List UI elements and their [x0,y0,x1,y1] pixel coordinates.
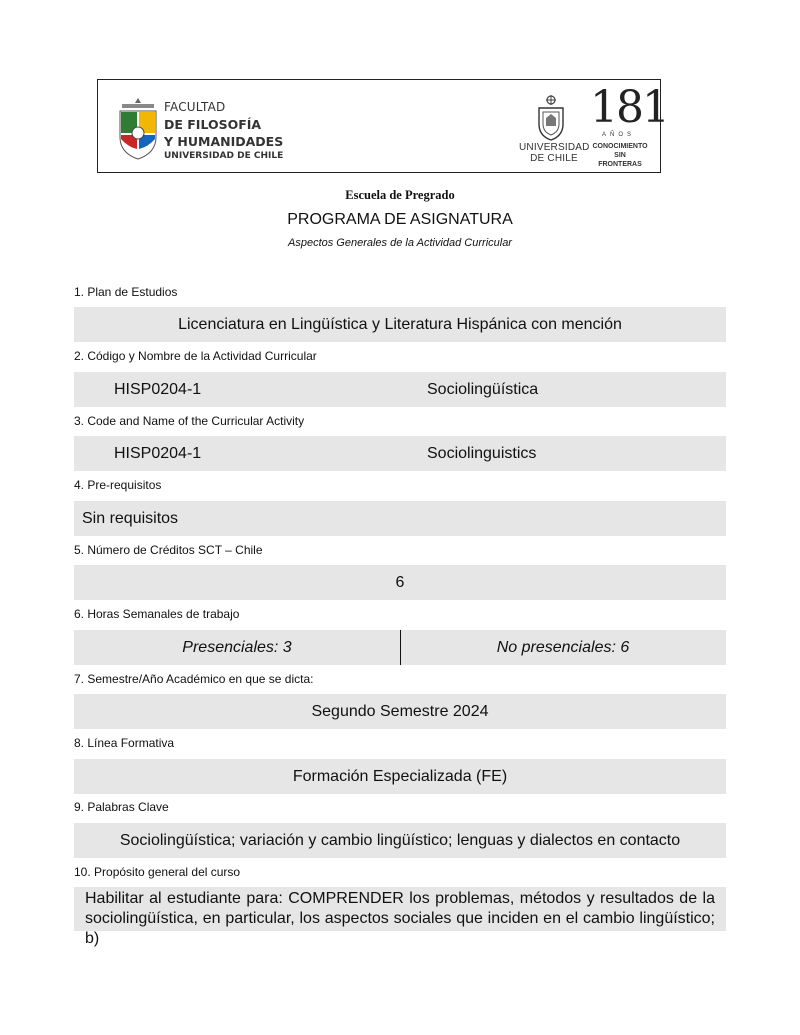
label-prerequisitos: 4. Pre-requisitos [74,478,162,492]
label-code-name-en: 3. Code and Name of the Curricular Activity [74,414,305,428]
label-palabras-clave: 9. Palabras Clave [74,800,169,814]
faculty-line-4: UNIVERSIDAD DE CHILE [164,151,284,161]
horas-presenciales: Presenciales: 3 [182,639,292,656]
horas-no-presenciales: No presenciales: 6 [496,639,630,656]
faculty-shield-logo [118,97,158,161]
label-creditos: 5. Número de Créditos SCT – Chile [74,543,263,557]
header-logos [97,79,668,173]
school-name: Escuela de Pregrado [345,188,455,202]
anniversary-tagline-2: SIN FRONTERAS [598,152,642,168]
faculty-line-3: Y HUMANIDADES [164,134,284,149]
proposito-line-1: Habilitar al estudiante para: COMPRENDER los problemas, métodos y resultados de la [85,890,715,907]
field-linea-formativa [74,759,726,794]
label-plan-estudios: 1. Plan de Estudios [74,285,178,299]
label-proposito: 10. Propósito general del curso [74,865,241,879]
field-prerequisitos [74,501,726,536]
university-line-1: UNIVERSIDAD [519,142,590,153]
course-name: Sociolingüística [427,381,539,398]
creditos-value: 6 [395,574,405,591]
faculty-line-1: FACULTAD [164,100,226,114]
page-title: PROGRAMA DE ASIGNATURA [287,211,513,228]
palabras-clave-value: Sociolingüística; variación y cambio lingüístico; lenguas y dialectos en contacto [119,832,681,849]
university-name [519,142,589,164]
field-palabras-clave [74,823,726,858]
field-proposito [74,887,726,947]
university-seal-logo [534,94,568,142]
university-line-2: DE CHILE [530,153,578,164]
label-codigo-nombre: 2. Código y Nombre de la Actividad Curricular [74,349,317,363]
field-codigo-nombre [74,372,726,407]
label-linea-formativa: 8. Línea Formativa [74,736,175,750]
label-semestre: 7. Semestre/Año Académico en que se dicta: [74,672,314,686]
linea-formativa-value: Formación Especializada (FE) [292,768,508,785]
plan-estudios-value: Licenciatura en Lingüística y Literatura Hispánica con mención [178,316,622,333]
field-code-name-en [74,436,726,471]
anniversary-number: 181 [590,82,668,133]
faculty-line-2: DE FILOSOFÍA [164,117,262,132]
anniversary-tagline-1: CONOCIMIENTO [592,143,648,150]
field-semestre [74,694,726,729]
proposito-line-2: sociolingüística, en particular, los aspectos sociales que inciden en el cambio lingüístico; b) [85,910,715,947]
course-code-en: HISP0204-1 [114,445,202,462]
faculty-name [164,99,283,163]
label-horas: 6. Horas Semanales de trabajo [74,607,240,621]
anniversary-tagline [592,142,648,169]
field-creditos [74,565,726,600]
course-code: HISP0204-1 [114,381,202,398]
anniversary-label: AÑOS [602,132,636,138]
field-plan-estudios [74,307,726,342]
course-name-en: Sociolinguistics [427,445,537,462]
page-subtitle: Aspectos Generales de la Actividad Curricular [288,237,512,249]
prerequisitos-value: Sin requisitos [82,510,179,527]
field-horas [74,630,726,665]
semestre-value: Segundo Semestre 2024 [311,703,489,720]
